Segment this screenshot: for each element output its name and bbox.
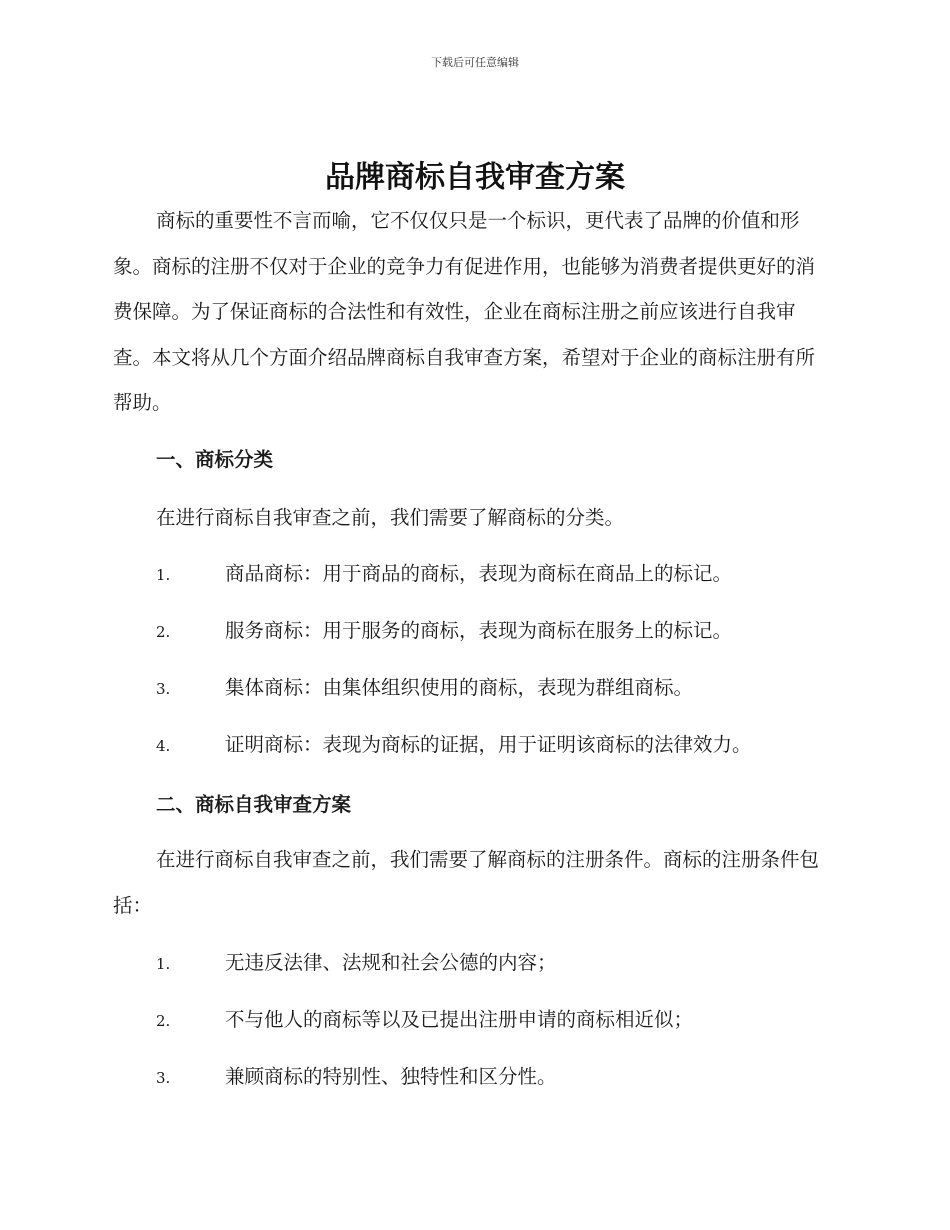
section-lead: 在进行商标自我审查之前，我们需要了解商标的分类。 [156,506,625,529]
intro-paragraph: 商标的重要性不言而喻，它不仅仅只是一个标识，更代表了品牌的价值和形象。商标的注册不仅对于企业的竞争力有促进作用，也能够为消费者提供更好的消费保障。为了保证商标的合法性和有效性，企业在商标注册之前应该进行自我审查。本文将从几个方面介绍品牌商标自我审查方案，希望对于企业的商标注册有所帮助。 [113,209,816,414]
section-2-lead-block [113,837,831,928]
section-2-heading-block [113,789,831,817]
list-text: 集体商标：由集体组织使用的商标，表现为群组商标。 [225,676,694,699]
list-text: 无违反法律、法规和社会公德的内容； [225,951,557,974]
document-title: 品牌商标自我审查方案 [325,160,625,195]
list-number: 1. [156,955,171,973]
section-heading: 一、商标分类 [156,448,274,471]
intro-block [113,198,831,426]
list-number: 4. [156,737,171,755]
page-header-note: 下载后可任意编辑 [431,56,519,69]
list-number: 1. [156,566,171,584]
section-1-lead-block [113,502,831,530]
section-lead: 在进行商标自我审查之前，我们需要了解商标的注册条件。商标的注册条件包括： [113,848,820,917]
list-number: 2. [156,1012,171,1030]
section-heading: 二、商标自我审查方案 [156,793,352,816]
list-text: 兼顾商标的特别性、独特性和区分性。 [225,1065,557,1088]
list-text: 商品商标：用于商品的商标，表现为商标在商品上的标记。 [225,562,733,585]
list-text: 证明商标：表现为商标的证据，用于证明该商标的法律效力。 [225,733,752,756]
list-number: 3. [156,1069,171,1087]
list-number: 2. [156,623,171,641]
list-text: 服务商标：用于服务的商标，表现为商标在服务上的标记。 [225,619,733,642]
list-text: 不与他人的商标等以及已提出注册申请的商标相近似； [225,1008,694,1031]
section-1-heading-block [113,444,831,472]
list-number: 3. [156,680,171,698]
